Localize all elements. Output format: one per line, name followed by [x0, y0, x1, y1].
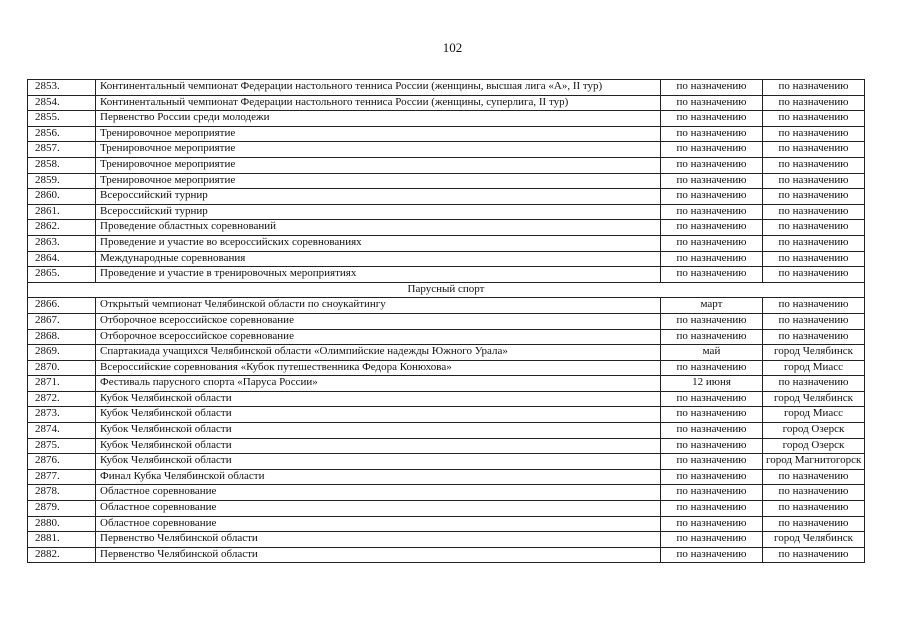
row-number: 2863.: [28, 235, 96, 251]
row-number: 2871.: [28, 376, 96, 392]
event-place: по назначению: [763, 547, 865, 563]
event-place: по назначению: [763, 469, 865, 485]
row-number: 2879.: [28, 501, 96, 517]
event-date: по назначению: [661, 407, 763, 423]
event-place: по назначению: [763, 204, 865, 220]
row-number: 2869.: [28, 345, 96, 361]
event-date: по назначению: [661, 220, 763, 236]
event-date: по назначению: [661, 313, 763, 329]
row-number: 2875.: [28, 438, 96, 454]
event-date: по назначению: [661, 329, 763, 345]
table-row: [28, 407, 865, 423]
event-name: Континентальный чемпионат Федерации настольного тенниса России (женщины, суперлига, II тур): [96, 95, 661, 111]
row-number: 2861.: [28, 204, 96, 220]
row-number: 2864.: [28, 251, 96, 267]
row-number: 2868.: [28, 329, 96, 345]
row-number: 2867.: [28, 313, 96, 329]
event-place: по назначению: [763, 485, 865, 501]
table-row: [28, 516, 865, 532]
event-place: по назначению: [763, 173, 865, 189]
event-name: Проведение и участие в тренировочных мероприятиях: [96, 267, 661, 283]
event-date: по назначению: [661, 532, 763, 548]
event-place: по назначению: [763, 501, 865, 517]
row-number: 2878.: [28, 485, 96, 501]
row-number: 2874.: [28, 423, 96, 439]
event-name: Кубок Челябинской области: [96, 407, 661, 423]
row-number: 2876.: [28, 454, 96, 470]
event-place: город Миасс: [763, 407, 865, 423]
table-row: [28, 329, 865, 345]
event-date: по назначению: [661, 501, 763, 517]
event-name: Всероссийский турнир: [96, 189, 661, 205]
row-number: 2853.: [28, 80, 96, 96]
event-place: город Магнитогорск: [763, 454, 865, 470]
event-name: Областное соревнование: [96, 516, 661, 532]
event-place: город Челябинск: [763, 391, 865, 407]
event-place: по назначению: [763, 157, 865, 173]
event-name: Тренировочное мероприятие: [96, 126, 661, 142]
event-date: по назначению: [661, 267, 763, 283]
event-place: по назначению: [763, 298, 865, 314]
table-row: [28, 485, 865, 501]
table-row: [28, 345, 865, 361]
events-table-body-sailing: [28, 298, 865, 563]
event-place: город Озерск: [763, 438, 865, 454]
row-number: 2862.: [28, 220, 96, 236]
event-date: по назначению: [661, 235, 763, 251]
event-name: Кубок Челябинской области: [96, 391, 661, 407]
event-date: по назначению: [661, 423, 763, 439]
table-row: [28, 235, 865, 251]
event-name: Первенство России среди молодежи: [96, 111, 661, 127]
table-row: [28, 360, 865, 376]
event-date: 12 июня: [661, 376, 763, 392]
row-number: 2866.: [28, 298, 96, 314]
event-date: по назначению: [661, 391, 763, 407]
event-date: по назначению: [661, 485, 763, 501]
table-row: [28, 220, 865, 236]
event-date: май: [661, 345, 763, 361]
event-place: город Миасс: [763, 360, 865, 376]
table-row: [28, 157, 865, 173]
event-name: Всероссийские соревнования «Кубок путешественника Федора Конюхова»: [96, 360, 661, 376]
event-name: Проведение областных соревнований: [96, 220, 661, 236]
row-number: 2857.: [28, 142, 96, 158]
event-name: Отборочное всероссийское соревнование: [96, 329, 661, 345]
events-table: [27, 79, 865, 563]
event-name: Фестиваль парусного спорта «Паруса России»: [96, 376, 661, 392]
table-row: [28, 469, 865, 485]
event-date: по назначению: [661, 251, 763, 267]
event-name: Финал Кубка Челябинской области: [96, 469, 661, 485]
event-date: по назначению: [661, 173, 763, 189]
row-number: 2881.: [28, 532, 96, 548]
table-row: [28, 173, 865, 189]
table-row: [28, 532, 865, 548]
row-number: 2877.: [28, 469, 96, 485]
event-place: по назначению: [763, 516, 865, 532]
event-place: по назначению: [763, 126, 865, 142]
event-date: по назначению: [661, 469, 763, 485]
event-name: Проведение и участие во всероссийских соревнованиях: [96, 235, 661, 251]
event-name: Всероссийский турнир: [96, 204, 661, 220]
event-date: по назначению: [661, 80, 763, 96]
section-header-row: [28, 282, 865, 298]
table-row: [28, 454, 865, 470]
event-date: по назначению: [661, 516, 763, 532]
events-table-body: [28, 80, 865, 283]
event-name: Первенство Челябинской области: [96, 532, 661, 548]
event-place: по назначению: [763, 251, 865, 267]
row-number: 2858.: [28, 157, 96, 173]
row-number: 2870.: [28, 360, 96, 376]
table-row: [28, 111, 865, 127]
event-date: по назначению: [661, 438, 763, 454]
event-place: по назначению: [763, 142, 865, 158]
row-number: 2873.: [28, 407, 96, 423]
event-name: Тренировочное мероприятие: [96, 157, 661, 173]
table-row: [28, 423, 865, 439]
row-number: 2865.: [28, 267, 96, 283]
event-date: по назначению: [661, 360, 763, 376]
section-title: Парусный спорт: [28, 282, 865, 298]
event-date: по назначению: [661, 204, 763, 220]
event-place: город Челябинск: [763, 345, 865, 361]
event-date: по назначению: [661, 111, 763, 127]
table-row: [28, 267, 865, 283]
row-number: 2860.: [28, 189, 96, 205]
event-name: Континентальный чемпионат Федерации настольного тенниса России (женщины, высшая лига «А», II тур): [96, 80, 661, 96]
table-row: [28, 391, 865, 407]
row-number: 2854.: [28, 95, 96, 111]
page-number: 102: [442, 40, 463, 55]
event-name: Областное соревнование: [96, 485, 661, 501]
event-date: по назначению: [661, 454, 763, 470]
event-name: Кубок Челябинской области: [96, 454, 661, 470]
event-place: по назначению: [763, 111, 865, 127]
event-place: по назначению: [763, 313, 865, 329]
table-row: [28, 251, 865, 267]
event-name: Международные соревнования: [96, 251, 661, 267]
event-place: по назначению: [763, 80, 865, 96]
event-date: по назначению: [661, 547, 763, 563]
table-row: [28, 298, 865, 314]
event-date: по назначению: [661, 189, 763, 205]
table-row: [28, 142, 865, 158]
row-number: 2882.: [28, 547, 96, 563]
event-place: по назначению: [763, 329, 865, 345]
event-name: Спартакиада учащихся Челябинской области «Олимпийские надежды Южного Урала»: [96, 345, 661, 361]
event-name: Первенство Челябинской области: [96, 547, 661, 563]
table-row: [28, 547, 865, 563]
event-name: Открытый чемпионат Челябинской области по сноукайтингу: [96, 298, 661, 314]
event-place: по назначению: [763, 220, 865, 236]
row-number: 2855.: [28, 111, 96, 127]
event-date: по назначению: [661, 157, 763, 173]
event-name: Тренировочное мероприятие: [96, 173, 661, 189]
event-date: по назначению: [661, 126, 763, 142]
event-name: Кубок Челябинской области: [96, 423, 661, 439]
table-row: [28, 95, 865, 111]
event-place: по назначению: [763, 267, 865, 283]
table-row: [28, 376, 865, 392]
event-date: по назначению: [661, 95, 763, 111]
table-row: [28, 204, 865, 220]
table-row: [28, 313, 865, 329]
row-number: 2856.: [28, 126, 96, 142]
event-date: по назначению: [661, 142, 763, 158]
row-number: 2859.: [28, 173, 96, 189]
table-row: [28, 126, 865, 142]
event-date: март: [661, 298, 763, 314]
table-row: [28, 501, 865, 517]
event-place: по назначению: [763, 95, 865, 111]
event-name: Областное соревнование: [96, 501, 661, 517]
event-name: Тренировочное мероприятие: [96, 142, 661, 158]
table-row: [28, 80, 865, 96]
event-name: Кубок Челябинской области: [96, 438, 661, 454]
event-place: по назначению: [763, 376, 865, 392]
event-place: город Озерск: [763, 423, 865, 439]
section-header-group: [28, 282, 865, 298]
row-number: 2880.: [28, 516, 96, 532]
event-place: город Челябинск: [763, 532, 865, 548]
event-place: по назначению: [763, 235, 865, 251]
row-number: 2872.: [28, 391, 96, 407]
table-row: [28, 189, 865, 205]
event-place: по назначению: [763, 189, 865, 205]
event-name: Отборочное всероссийское соревнование: [96, 313, 661, 329]
table-row: [28, 438, 865, 454]
